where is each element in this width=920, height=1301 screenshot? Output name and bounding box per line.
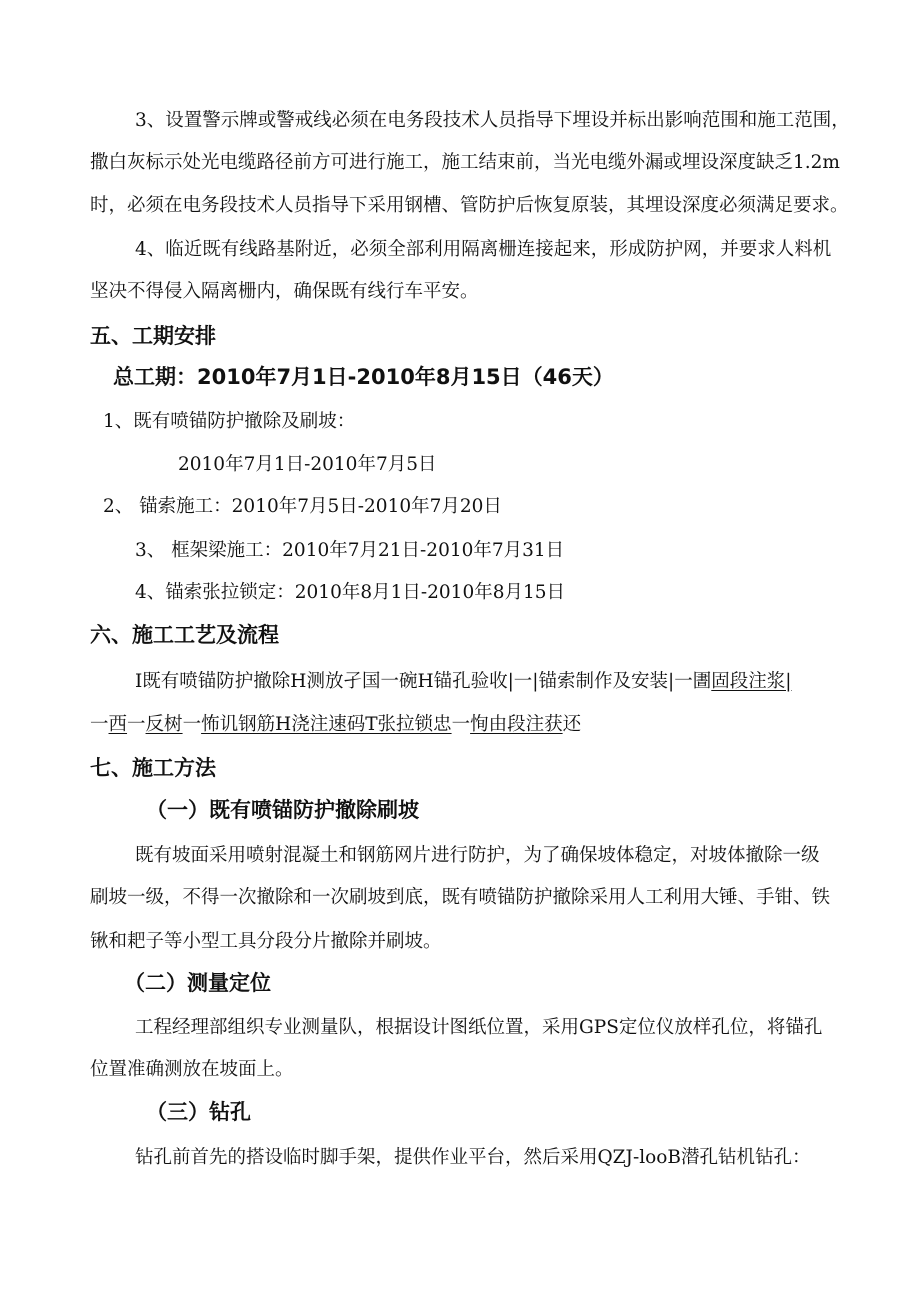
para-3-line-1: 3、设置警示牌或警戒线必须在电务段技术人员指导下埋设并标出影响范围和施工范围， — [135, 110, 850, 131]
process-flow-text: 还 — [562, 714, 582, 735]
total-duration: 总工期：2010年7月1日-2010年8月15日（46天） — [113, 365, 614, 389]
schedule-item-3: 3、 框架梁施工：2010年7月21日-2010年7月31日 — [135, 540, 565, 561]
para-3-line-2: 撒白灰标示处光电缆路径前方可进行施工，施工结束前，当光电缆外漏或埋设深度缺乏1.2m — [90, 152, 840, 173]
subsection-1-heading: （一）既有喷锚防护撤除刷坡 — [146, 798, 419, 822]
subsection-1-line-1: 既有坡面采用喷射混凝土和钢筋网片进行防护，为了确保坡体稳定，对坡体撤除一级 — [135, 845, 820, 866]
process-flow-text: 固段注浆| — [711, 671, 792, 692]
schedule-item-1-date: 2010年7月1日-2010年7月5日 — [178, 454, 437, 475]
schedule-item-2: 2、 锚索施工：2010年7月5日-2010年7月20日 — [103, 496, 502, 517]
subsection-2-heading: （二）测量定位 — [124, 971, 271, 995]
para-3-line-3: 时，必须在电务段技术人员指导下采用钢槽、管防护后恢复原装，其埋设深度必须满足要求。 — [90, 195, 849, 216]
process-flow-text: I既有喷锚防护撤除H测放孑国一碗H锚孔验收|一|锚索制作及安装|一圕 — [135, 671, 712, 692]
schedule-item-1: 1、既有喷锚防护撤除及刷坡： — [103, 411, 356, 432]
process-flow-text: 一 — [182, 714, 202, 735]
process-flow-text: 一 — [90, 714, 109, 735]
section-7-heading: 七、施工方法 — [90, 756, 216, 780]
section-6-heading: 六、施工工艺及流程 — [90, 623, 279, 647]
para-4-line-1: 4、临近既有线路基附近，必须全部利用隔离栅连接起来，形成防护网，并要求人料机 — [135, 239, 832, 260]
process-flow-text: 怖讥钢筋H浇注速码T张拉锁忠 — [201, 714, 452, 735]
section-5-heading: 五、工期安排 — [90, 324, 216, 348]
subsection-3-line-1: 钻孔前首先的搭设临时脚手架，提供作业平台，然后采用QZJ-looB潜孔钻机钻孔： — [135, 1147, 811, 1168]
process-flow-text: 反树 — [145, 714, 183, 735]
subsection-2-line-2: 位置准确测放在坡面上。 — [90, 1059, 294, 1080]
process-flow-text: 一 — [127, 714, 146, 735]
process-flow-text: 一 — [451, 714, 471, 735]
para-4-line-2: 坚决不得侵入隔离栅内，确保既有线行车平安。 — [90, 281, 479, 302]
subsection-2-line-1: 工程经理部组织专业测量队，根据设计图纸位置，采用GPS定位仪放样孔位，将锚孔 — [135, 1017, 823, 1038]
process-flow-line-2 — [90, 712, 581, 738]
subsection-3-heading: （三）钻孔 — [146, 1100, 251, 1124]
schedule-item-4: 4、锚索张拉锁定：2010年8月1日-2010年8月15日 — [135, 582, 566, 603]
process-flow-text: 恂由段注获 — [470, 714, 563, 735]
subsection-1-line-3: 锹和耙子等小型工具分段分片撤除并刷坡。 — [90, 931, 442, 952]
subsection-1-line-2: 刷坡一级，不得一次撤除和一次刷坡到底，既有喷锚防护撤除采用人工利用大锤、手钳、铁 — [90, 887, 831, 908]
process-flow-line-1 — [135, 669, 792, 695]
process-flow-text: 西 — [108, 714, 128, 735]
